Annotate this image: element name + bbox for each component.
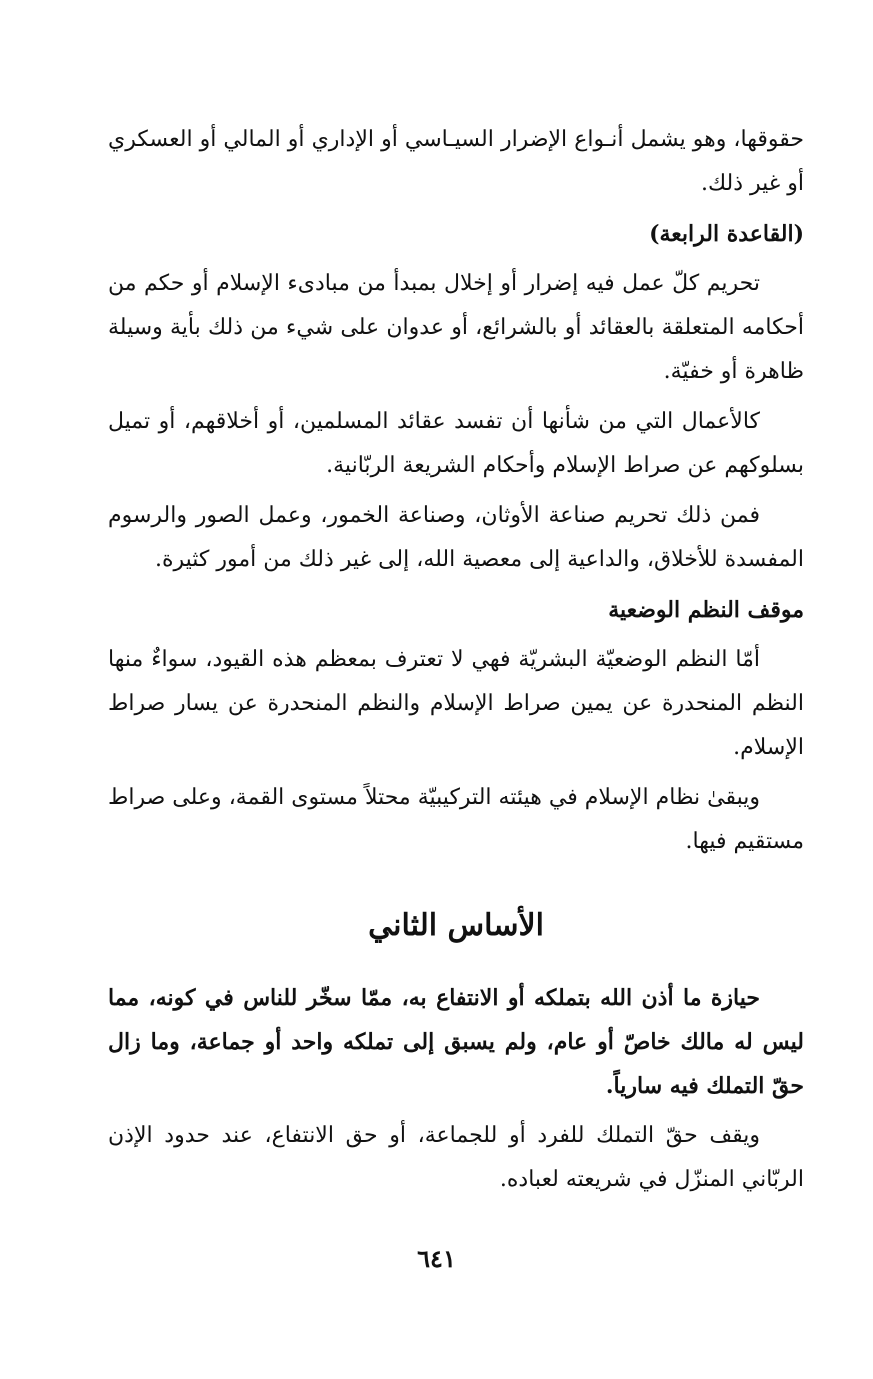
paragraph-ownership-limits: ويقف حقّ التملك للفرد أو للجماعة، أو حق الانتفاع، عند حدود الإذن الربّاني المنزّل في شريعته لعباده. — [108, 1123, 804, 1192]
paragraph-rule-four: تحريم كلّ عمل فيه إضرار أو إخلال بمبدأ من مبادىء الإسلام أو حكم من أحكامه المتعلقة بالعقائد أو بالشرائع، أو عدوان على شيء من ذلك بأية وسيلة ظاهرة أو خفيّة. — [108, 271, 804, 384]
paragraph-positive-systems: أمّا النظم الوضعيّة البشريّة فهي لا تعترف بمعظم هذه القيود، سواءٌ منها النظم المنحدرة عن يمين صراط الإسلام والنظم المنحدرة عن يسار صراط الإسلام. — [108, 647, 804, 760]
paragraph-islam-summit: ويبقىٰ نظام الإسلام في هيئته التركيبيّة محتلاً مستوى القمة، وعلى صراط مستقيم فيها. — [108, 785, 804, 854]
page-number: ٦٤١ — [417, 1244, 456, 1273]
paragraph-prohibitions: فمن ذلك تحريم صناعة الأوثان، وصناعة الخمور، وعمل الصور والرسوم المفسدة للأخلاق، والداعية إلى معصية الله، إلى غير ذلك من أمور كثيرة. — [108, 503, 804, 572]
rule-four-heading: (القاعدة الرابعة) — [649, 221, 804, 247]
paragraph-second-basis: حيازة ما أذن الله بتملكه أو الانتفاع به، ممّا سخّر للناس في كونه، مما ليس له مالك خاصّ أو عام، ولم يسبق إلى تملكه واحد أو جماعة، وما زال حقّ التملك فيه سارياً. — [108, 985, 804, 1099]
section-title: الأساس الثاني — [368, 908, 544, 943]
positive-systems-heading: موقف النظم الوضعية — [608, 597, 804, 623]
paragraph-continuation: حقوقها، وهو يشمل أنـواع الإضرار السيـاسي أو الإداري أو المالي أو العسكري أو غير ذلك. — [108, 127, 804, 196]
page-body — [108, 118, 804, 1208]
paragraph-examples: كالأعمال التي من شأنها أن تفسد عقائد المسلمين، أو أخلاقهم، أو تميل بسلوكهم عن صراط الإسلام وأحكام الشريعة الربّانية. — [108, 409, 804, 478]
